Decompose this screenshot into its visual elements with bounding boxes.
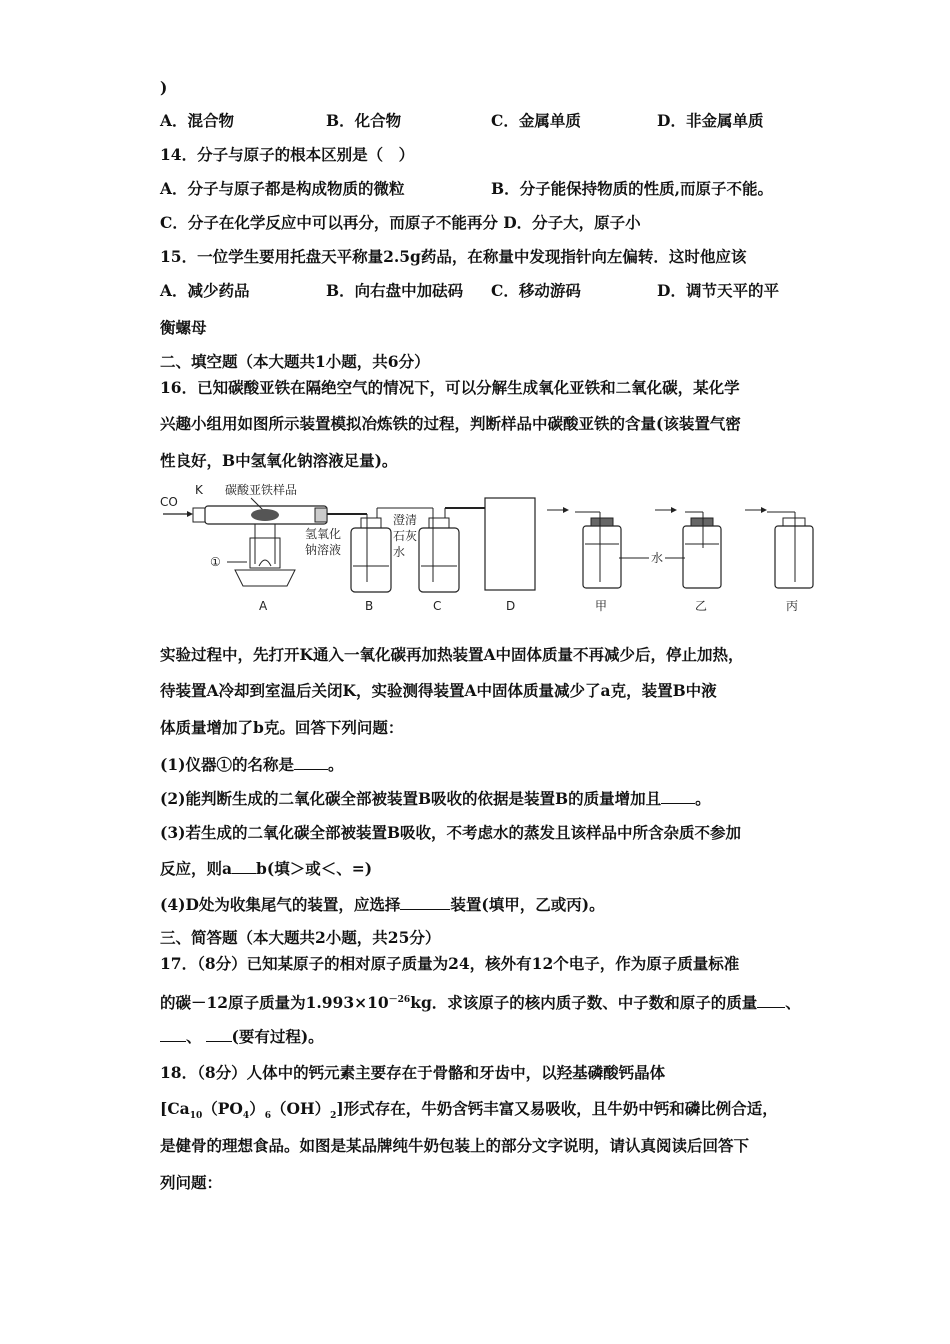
q13-option-d: D．非金属单质 <box>657 111 764 130</box>
q18-formula-1: [Ca <box>160 1099 190 1118</box>
section-2-heading: 二、填空题（本大题共1小题，共6分） <box>160 352 430 371</box>
q15-option-a: A．减少药品 <box>160 281 250 300</box>
q18-formula-4: （OH） <box>270 1099 331 1118</box>
water-label: 水 <box>651 551 664 565</box>
q16-line-1: 16．已知碳酸亚铁在隔绝空气的情况下，可以分解生成氧化亚铁和二氧化碳，某化学 <box>160 378 740 397</box>
q16-sub-4-end: 装置(填甲，乙或丙)。 <box>450 895 605 914</box>
q14-option-cd: C．分子在化学反应中可以再分，而原子不能再分 D．分子大，原子小 <box>160 213 641 232</box>
q17-text-3: (要有过程)。 <box>231 1027 324 1046</box>
limewater-label-1: 澄清 <box>393 513 418 527</box>
q13-option-c: C．金属单质 <box>491 111 581 130</box>
q16-sub-2-end: 。 <box>695 789 711 808</box>
label-d: D <box>506 599 516 613</box>
q16-sub-2-text: (2)能判断生成的二氧化碳全部被装置B吸收的依据是装置B的质量增加且 <box>160 789 662 808</box>
q14-option-a: A．分子与原子都是构成物质的微粒 <box>160 179 405 198</box>
q15-option-b: B．向右盘中加砝码 <box>326 281 464 300</box>
limewater-label-2: 石灰 <box>393 529 418 543</box>
answer-blank[interactable] <box>206 1027 232 1042</box>
q18-line-3: 是健骨的理想食品。如图是某品牌纯牛奶包装上的部分文字说明，请认真阅读后回答下 <box>160 1136 750 1155</box>
q17-line-1: 17．（8分）已知某原子的相对原子质量为24，核外有12个电子，作为原子质量标准 <box>160 954 740 973</box>
q17-exponent: －26 <box>388 995 411 1005</box>
q17-text-2: kg．求该原子的核内质子数、中子数和原子的质量 <box>410 993 758 1013</box>
q16-sub-3-line-1: (3)若生成的二氧化碳全部被装置B吸收，不考虑水的蒸发且该样品中所含杂质不参加 <box>160 823 742 842</box>
q18-text: ]形式存在，牛奶含钙丰富又易吸收，且牛奶中钙和磷比例合适， <box>336 1099 778 1118</box>
q16-procedure-1: 实验过程中，先打开K通入一氧化碳再加热装置A中固体质量不再减少后，停止加热， <box>160 645 744 664</box>
q13-option-a: A．混合物 <box>160 111 235 130</box>
q18-line-2 <box>160 1099 778 1126</box>
label-a: A <box>259 599 268 613</box>
q16-sub-4-text: (4)D处为收集尾气的装置，应选择 <box>160 895 401 914</box>
q13-tail: ) <box>160 78 168 97</box>
valve-k-label: K <box>195 483 203 497</box>
q15-option-d-cont: 衡螺母 <box>160 318 207 337</box>
limewater-label-3: 水 <box>393 545 406 559</box>
q17-comma-1: 、 <box>785 993 801 1013</box>
answer-blank[interactable] <box>661 789 695 804</box>
q16-procedure-3: 体质量增加了b克。回答下列问题： <box>160 718 404 737</box>
q14-option-b: B．分子能保持物质的性质,而原子不能。 <box>491 179 773 198</box>
q15-option-d: D．调节天平的平 <box>657 281 779 300</box>
instrument-1-label: ① <box>210 555 221 569</box>
q16-sub-1-text: (1)仪器①的名称是 <box>160 755 294 774</box>
q18-sub-2: 2 <box>330 1111 337 1122</box>
experiment-apparatus-figure <box>155 478 835 618</box>
naoh-label-2: 钠溶液 <box>305 543 342 557</box>
label-b: B <box>365 599 374 613</box>
q17-line-3 <box>160 1027 324 1047</box>
label-yi: 乙 <box>695 599 708 613</box>
label-c: C <box>433 599 442 613</box>
q17-line-2 <box>160 990 801 1013</box>
label-jia: 甲 <box>595 599 608 613</box>
q16-sub-3-end: b(填＞或＜、=) <box>256 859 373 878</box>
q15-option-c: C．移动游码 <box>491 281 581 300</box>
q18-sub-4: 4 <box>242 1111 250 1122</box>
answer-blank[interactable] <box>757 993 785 1008</box>
q16-sub-3-text: 反应，则a <box>160 859 233 878</box>
answer-blank[interactable] <box>400 895 450 910</box>
q18-line-4: 列问题： <box>160 1173 223 1192</box>
q18-formula-2: （PO <box>202 1099 243 1118</box>
co-label: CO <box>160 495 178 509</box>
q16-line-2: 兴趣小组用如图所示装置模拟冶炼铁的过程，判断样品中碳酸亚铁的含量(该装置气密 <box>160 414 741 433</box>
q16-procedure-2: 待装置A冷却到室温后关闭K，实验测得装置A中固体质量减少了a克，装置B中液 <box>160 681 717 700</box>
q18-sub-10: 10 <box>189 1111 203 1122</box>
q18-formula-3: ） <box>249 1099 265 1118</box>
q17-text-1: 的碳－12原子质量为1.993×10 <box>160 993 389 1013</box>
q16-sub-3-line-2 <box>160 859 372 879</box>
q16-sub-4 <box>160 895 605 915</box>
q16-sub-1 <box>160 755 343 775</box>
q16-line-3: 性良好，B中氢氧化钠溶液足量)。 <box>160 451 398 470</box>
q13-option-b: B．化合物 <box>326 111 402 130</box>
answer-blank[interactable] <box>160 1027 186 1042</box>
naoh-label-1: 氢氧化 <box>305 527 342 541</box>
answer-blank[interactable] <box>294 755 328 770</box>
q18-line-1: 18．（8分）人体中的钙元素主要存在于骨骼和牙齿中，以羟基磷酸钙晶体 <box>160 1063 666 1082</box>
answer-blank[interactable] <box>232 859 256 874</box>
q16-sub-1-end: 。 <box>327 755 344 774</box>
section-3-heading: 三、简答题（本大题共2小题，共25分） <box>160 928 441 947</box>
q17-comma-2: 、 <box>186 1027 202 1046</box>
q14-stem: 14．分子与原子的根本区别是（ ） <box>160 145 415 164</box>
q18-sub-6: 6 <box>264 1111 271 1122</box>
label-bing: 丙 <box>786 599 799 613</box>
q16-sub-2 <box>160 789 711 809</box>
q15-stem: 15．一位学生要用托盘天平称量2.5g药品，在称量中发现指针向左偏转．这时他应该 <box>160 247 747 266</box>
sample-label: 碳酸亚铁样品 <box>225 483 298 497</box>
